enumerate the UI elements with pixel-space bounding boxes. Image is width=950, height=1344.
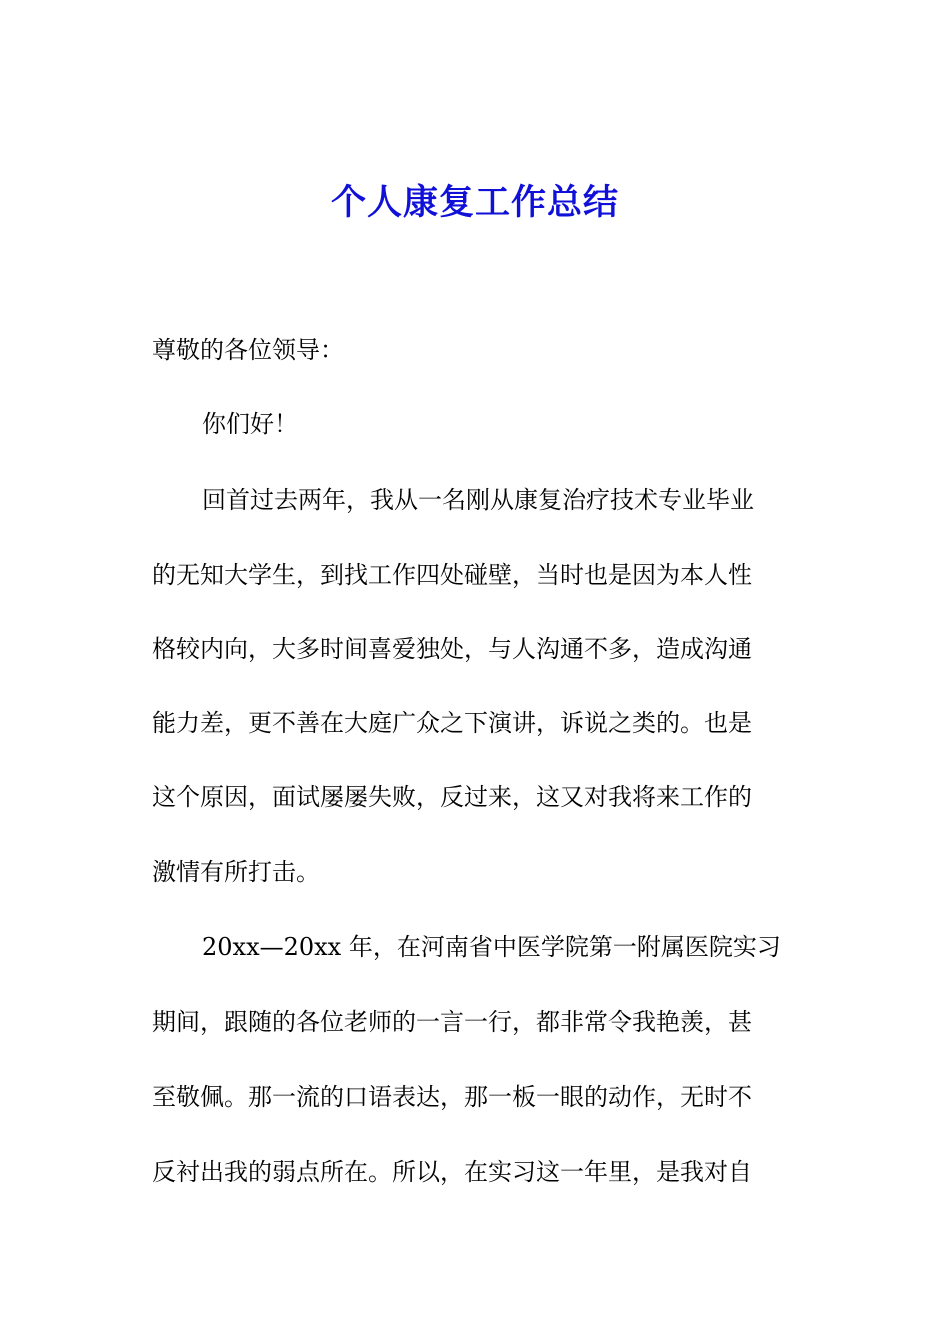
paragraph-line: 回首过去两年，我从一名刚从康复治疗技术专业毕业 bbox=[202, 486, 754, 514]
greeting-line: 你们好！ bbox=[202, 410, 298, 438]
document-title: 个人康复工作总结 bbox=[330, 182, 619, 223]
paragraph-line: 这个原因，面试屡屡失败，反过来，这又对我将来工作的 bbox=[152, 783, 752, 811]
paragraph-line: 期间，跟随的各位老师的一言一行，都非常令我艳羡，甚 bbox=[152, 1008, 752, 1036]
paragraph-line: 能力差，更不善在大庭广众之下演讲，诉说之类的。也是 bbox=[152, 709, 752, 737]
salutation-line: 尊敬的各位领导： bbox=[152, 336, 344, 364]
paragraph-line: 至敬佩。那一流的口语表达，那一板一眼的动作，无时不 bbox=[152, 1083, 752, 1111]
paragraph-line: 反衬出我的弱点所在。所以，在实习这一年里，是我对自 bbox=[152, 1158, 752, 1186]
paragraph-line: 格较内向，大多时间喜爱独处，与人沟通不多，造成沟通 bbox=[152, 635, 752, 663]
paragraph-line: 20xx—20xx 年，在河南省中医学院第一附属医院实习 bbox=[202, 933, 781, 961]
paragraph-line: 的无知大学生，到找工作四处碰壁，当时也是因为本人性 bbox=[152, 561, 752, 589]
paragraph-line: 激情有所打击。 bbox=[152, 858, 320, 886]
